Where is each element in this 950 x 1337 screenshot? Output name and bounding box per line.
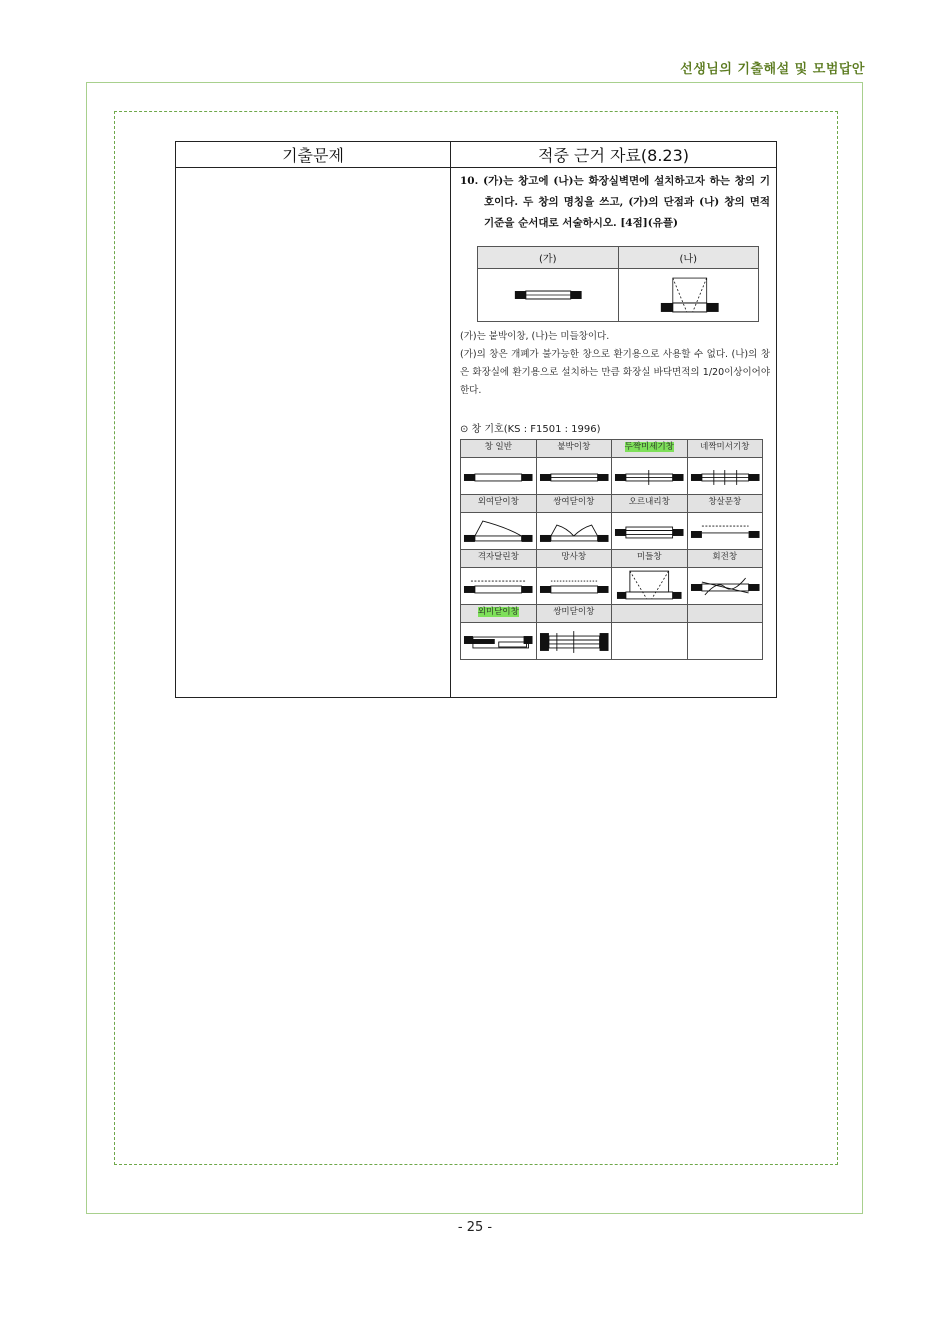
symbol-label	[687, 550, 763, 568]
ks-symbol-title: ⊙ 창 기호(KS : F1501 : 1996)	[460, 424, 601, 435]
empty-cell	[612, 605, 688, 623]
empty-cell	[687, 623, 763, 660]
empty-cell	[687, 605, 763, 623]
symbol-label-text: 창살문창	[708, 497, 742, 507]
symbol-label-text: 미들창	[636, 552, 662, 562]
symbol-label	[536, 495, 612, 513]
answer-text	[460, 328, 770, 400]
symbol-label	[612, 550, 688, 568]
symbol-label	[536, 440, 612, 458]
symbol-label	[536, 605, 612, 623]
double-casement-window-icon	[536, 513, 612, 550]
column-header-reference: 적중 근거 자료(8.23)	[451, 142, 777, 168]
symbol-label	[536, 550, 612, 568]
column-header-exam-question: 기출문제	[176, 142, 451, 168]
question-number: 10.	[460, 175, 479, 187]
lattice-window-icon	[687, 513, 763, 550]
symbol-label	[687, 495, 763, 513]
symbol-label	[461, 495, 537, 513]
symbol-label-text: 붙박이창	[557, 442, 591, 452]
four-sliding-window-icon	[687, 458, 763, 495]
single-casement-window-icon	[461, 513, 537, 550]
symbol-label	[612, 495, 688, 513]
page-number: - 25 -	[457, 1220, 493, 1235]
symbol-label-text: 창 일반	[484, 442, 512, 452]
symbol-label-text: 네짝미서기창	[700, 442, 750, 452]
single-sliding-window-icon	[461, 623, 537, 660]
column-ga: (가)	[478, 247, 619, 269]
question-text	[460, 171, 770, 234]
grid-window-icon	[461, 568, 537, 605]
question-table	[175, 141, 777, 698]
exam-question-cell	[176, 168, 451, 698]
symbol-label-text: 쌍여닫이창	[553, 497, 595, 507]
column-na: (나)	[618, 247, 759, 269]
double-sliding-pocket-window-icon	[536, 623, 612, 660]
symbol-label	[461, 440, 537, 458]
reference-cell	[451, 168, 777, 698]
symbol-label-text: 격자달린창	[477, 552, 519, 562]
window-symbol-question-table	[477, 246, 759, 322]
question-body: (가)는 창고에 (나)는 화장실벽면에 설치하고자 하는 창의 기호이다. 두 창의 명칭을 쓰고, (가)의 단점과 (나) 창의 면적 기준을 순서대로 서술하시오. [4점](유플)	[483, 175, 771, 229]
window-general-icon	[461, 458, 537, 495]
symbol-label-text: 외미닫이창	[477, 607, 519, 617]
symbol-label-text: 쌍미닫이창	[553, 607, 595, 617]
screen-window-icon	[536, 568, 612, 605]
symbol-label-text: 회전창	[712, 552, 738, 562]
pivot-window-icon	[687, 568, 763, 605]
double-hung-window-icon	[612, 513, 688, 550]
pivot-hopper-window-icon	[612, 568, 688, 605]
double-sliding-window-icon	[612, 458, 688, 495]
symbol-label	[461, 605, 537, 623]
answer-line-1: (가)는 붙박이창, (나)는 미들창이다.	[460, 331, 610, 342]
header-title: 선생님의 기출해설 및 모범답안	[680, 62, 865, 77]
fixed-window-icon	[478, 269, 619, 322]
symbol-label	[461, 550, 537, 568]
symbol-label-text: 오르내리창	[628, 497, 670, 507]
symbol-label	[687, 440, 763, 458]
fixed-window-icon	[536, 458, 612, 495]
symbol-label-text: 두짝미세기창	[624, 442, 674, 452]
symbol-label-text: 외여닫이창	[477, 497, 519, 507]
empty-cell	[612, 623, 688, 660]
symbol-label-text: 망사창	[561, 552, 587, 562]
answer-line-2: (가)의 창은 개폐가 불가능한 창으로 환기용으로 사용할 수 없다. (나)의 창은 화장실에 환기용으로 설치하는 만큼 화장실 바닥면적의 1/20이상이어야 한다.	[460, 349, 770, 396]
pivot-hopper-window-icon	[618, 269, 759, 322]
symbol-label	[612, 440, 688, 458]
window-symbol-table	[460, 439, 763, 660]
